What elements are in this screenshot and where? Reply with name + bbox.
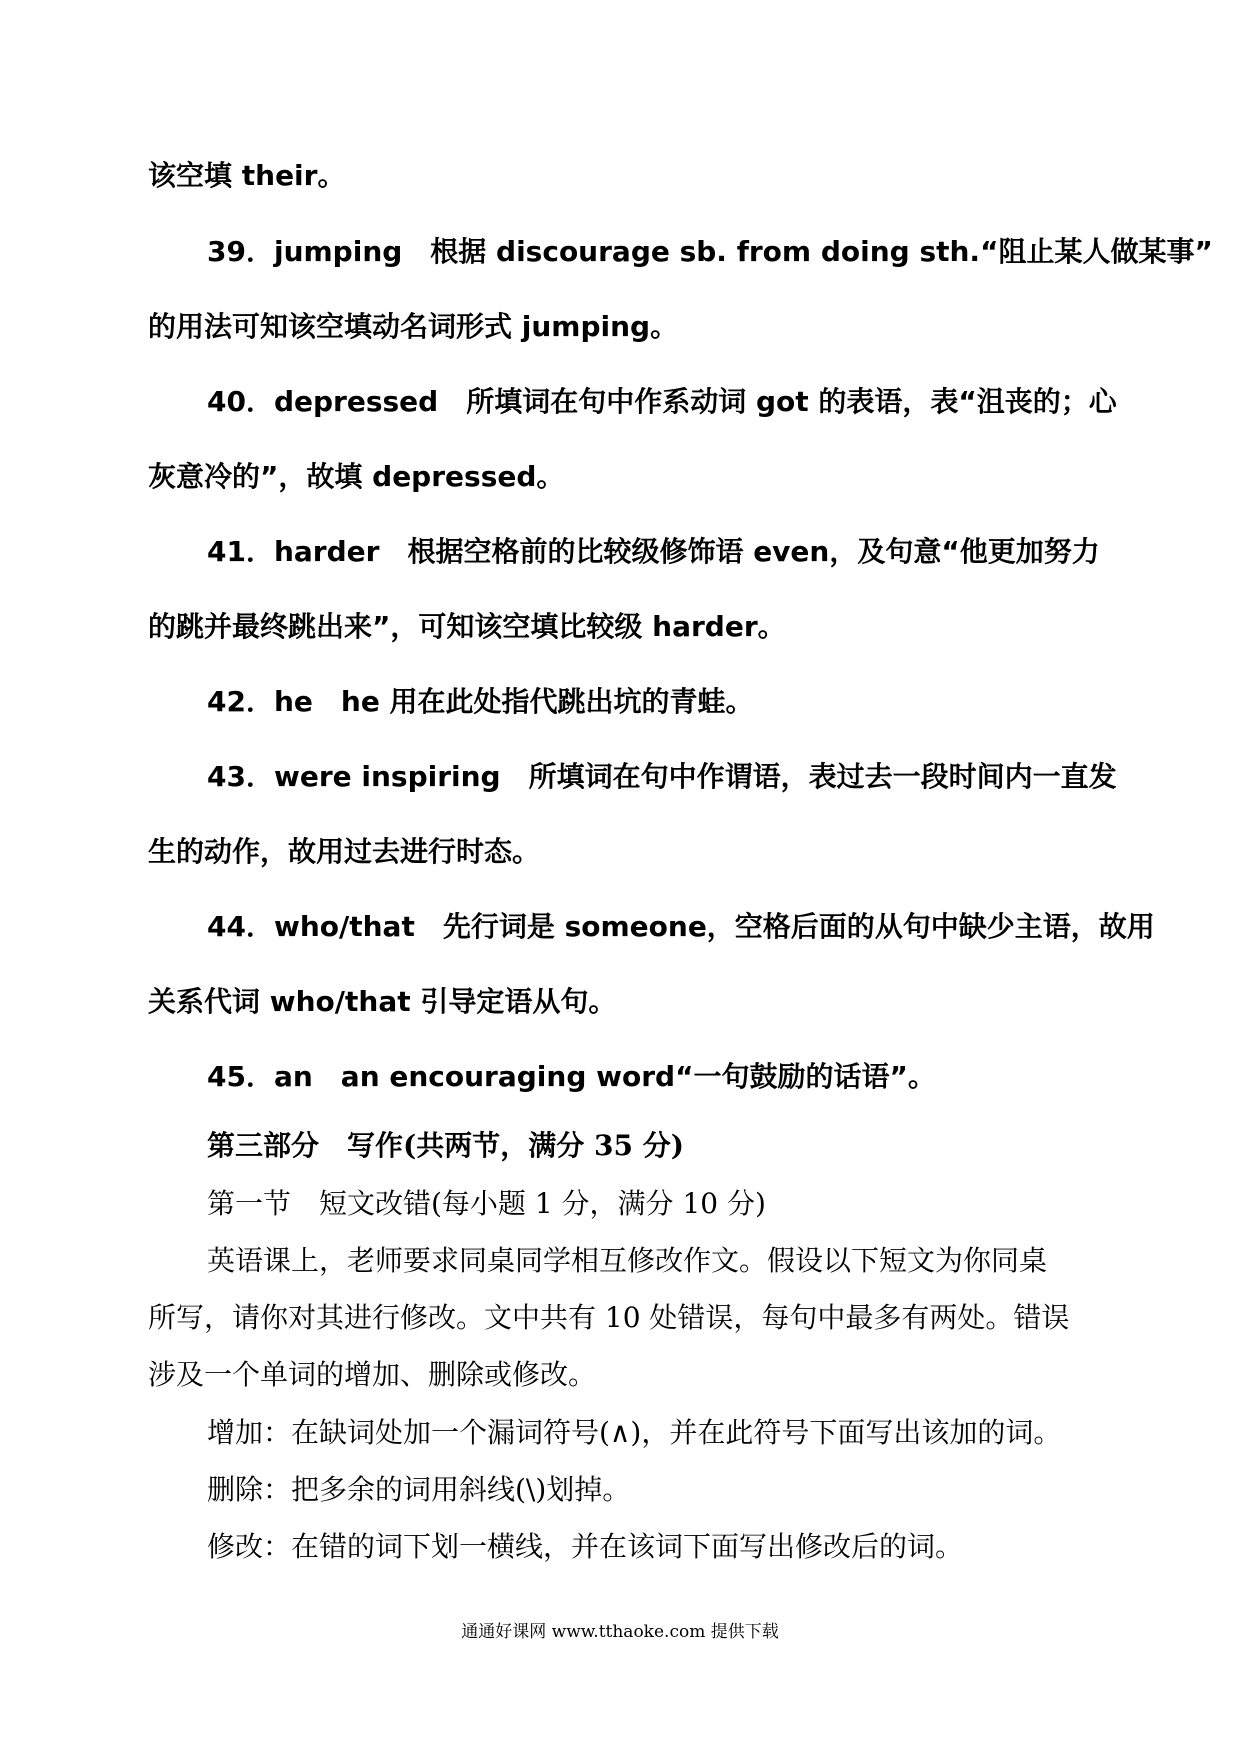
footer-credit: 通通好课网 www.tthaoke.com 提供下载: [461, 1622, 779, 1642]
subsection-title: 第一节 短文改错(每小题 1 分，满分 10 分): [207, 1187, 766, 1220]
answer-40-line: 40．depressed 所填词在句中作系动词 got 的表语，表“沮丧的；心: [207, 385, 1117, 418]
answer-line: 的跳并最终跳出来”，可知该空填比较级 harder。: [148, 610, 786, 643]
answer-line: 关系代词 who/that 引导定语从句。: [148, 985, 617, 1018]
instruction-line: 涉及一个单词的增加、删除或修改。: [148, 1358, 597, 1391]
answer-41-line: 41．harder 根据空格前的比较级修饰语 even，及句意“他更加努力: [207, 535, 1100, 568]
answer-line: 生的动作，故用过去进行时态。: [148, 835, 541, 868]
instruction-delete: 删除：把多余的词用斜线(\)划掉。: [207, 1473, 631, 1506]
answer-line: 灰意冷的”，故填 depressed。: [148, 460, 565, 493]
answer-39-line: 39．jumping 根据 discourage sb. from doing sth.“阻止某人做某事”: [207, 235, 1213, 268]
instruction-line: 英语课上，老师要求同桌同学相互修改作文。假设以下短文为你同桌: [207, 1244, 1048, 1277]
answer-line: 该空填 their。: [148, 159, 346, 192]
answer-45-line: 45．an an encouraging word“一句鼓励的话语”。: [207, 1060, 936, 1093]
instruction-modify: 修改：在错的词下划一横线，并在该词下面写出修改后的词。: [207, 1530, 964, 1563]
instruction-add: 增加：在缺词处加一个漏词符号(∧)，并在此符号下面写出该加的词。: [207, 1416, 1062, 1449]
answer-44-line: 44．who/that 先行词是 someone，空格后面的从句中缺少主语，故用: [207, 910, 1155, 943]
instruction-line: 所写，请你对其进行修改。文中共有 10 处错误，每句中最多有两处。错误: [148, 1301, 1070, 1334]
answer-42-line: 42．he he 用在此处指代跳出坑的青蛙。: [207, 685, 754, 718]
answer-43-line: 43．were inspiring 所填词在句中作谓语，表过去一段时间内一直发: [207, 760, 1117, 793]
part-title: 第三部分 写作(共两节，满分 35 分): [207, 1129, 684, 1162]
answer-line: 的用法可知该空填动名词形式 jumping。: [148, 310, 679, 343]
